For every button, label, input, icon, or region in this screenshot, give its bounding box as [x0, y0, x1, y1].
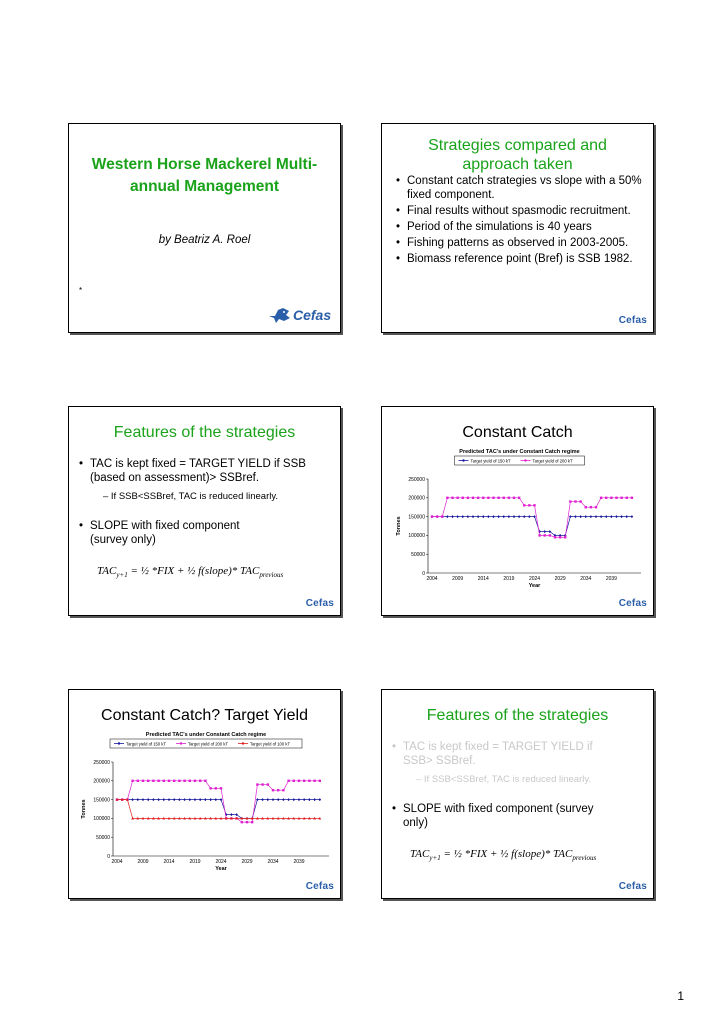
- data-point: [513, 497, 515, 499]
- eq-rhs: = ½ *FIX + ½ f(slope)* TAC: [130, 565, 260, 577]
- data-point: [451, 515, 454, 518]
- data-point: [163, 780, 165, 782]
- cefas-logo: Cefas: [618, 315, 647, 326]
- tac-chart: [77, 728, 335, 878]
- chart-legend: [455, 456, 585, 465]
- data-point: [267, 783, 269, 785]
- chart-title: Predicted TAC's under Constant Catch regime: [459, 449, 580, 455]
- eq-rhs-sub: previous: [259, 571, 284, 580]
- data-point: [482, 497, 484, 499]
- sub-bullet: – If SSB<SSBref, TAC is reduced linearly.: [103, 491, 279, 502]
- legend-label: Target yield of 100 kT: [250, 741, 291, 747]
- data-point: [241, 821, 243, 823]
- data-point: [319, 780, 321, 782]
- slide-3[interactable]: [68, 406, 341, 616]
- data-point: [142, 798, 145, 801]
- data-point: [626, 497, 628, 499]
- data-point: [559, 536, 561, 538]
- bullet-item: • SLOPE with fixed component (survey only): [77, 519, 280, 547]
- data-point: [503, 497, 505, 499]
- data-point: [497, 497, 499, 499]
- data-point: [477, 497, 479, 499]
- legend-marker: [180, 742, 182, 744]
- legend-label: Target yield of 150 kT: [126, 741, 167, 747]
- data-point: [152, 780, 154, 782]
- cefas-logo: Cefas: [618, 881, 647, 892]
- slide-1[interactable]: [68, 123, 341, 333]
- fish-logo-icon: [269, 306, 291, 324]
- slide-5[interactable]: [68, 689, 341, 899]
- data-point: [137, 780, 139, 782]
- y-tick-label: 250000: [93, 759, 110, 766]
- y-tick-label: 50000: [411, 552, 425, 558]
- eq-rhs: = ½ *FIX + ½ f(slope)* TAC: [443, 848, 573, 860]
- y-tick-label: 100000: [93, 816, 110, 823]
- data-point: [194, 798, 197, 801]
- y-tick-label: 250000: [408, 476, 425, 483]
- series-line: [432, 498, 632, 537]
- data-point: [282, 789, 284, 791]
- x-tick-label: 2014: [163, 859, 175, 865]
- x-axis-label: Year: [528, 583, 541, 589]
- data-point: [183, 798, 186, 801]
- slide-6[interactable]: [381, 689, 654, 899]
- data-point: [282, 798, 285, 801]
- data-point: [467, 515, 470, 518]
- legend-marker: [524, 459, 526, 461]
- data-point: [620, 497, 622, 499]
- bullet-item: • Fishing patterns as observed in 2003-2005.: [394, 236, 643, 250]
- bullet-list: [390, 740, 623, 770]
- tac-chart: [392, 445, 647, 595]
- x-tick-label: 2004: [111, 859, 123, 865]
- x-tick-label: 2024: [528, 576, 541, 582]
- data-point: [502, 515, 505, 518]
- legend-label: Target yield of 200 kT: [532, 458, 573, 464]
- eq-lhs-sub: y+1: [429, 854, 441, 863]
- data-point: [178, 780, 180, 782]
- eq-lhs: TAC: [97, 565, 117, 577]
- data-point: [194, 780, 196, 782]
- legend-marker: [462, 459, 464, 461]
- logo-text: Cefas: [293, 307, 332, 323]
- data-point: [528, 515, 531, 518]
- legend-label: Target yield of 150 kT: [470, 458, 511, 464]
- data-point: [319, 798, 322, 801]
- slide-mark: *: [79, 286, 83, 295]
- x-tick-label: 2039: [293, 859, 305, 865]
- data-point: [620, 515, 623, 518]
- x-tick-label: 2039: [605, 576, 617, 582]
- data-point: [308, 798, 311, 801]
- chart-legend: [110, 739, 302, 748]
- cefas-logo: Cefas: [305, 881, 334, 892]
- data-point: [287, 798, 290, 801]
- chart-title: Predicted TAC's under Constant Catch regime: [145, 732, 267, 738]
- data-point: [590, 515, 593, 518]
- data-point: [492, 515, 495, 518]
- legend-label: Target yield of 200 kT: [188, 741, 229, 747]
- data-point: [605, 497, 607, 499]
- data-point: [303, 798, 306, 801]
- data-point: [220, 798, 223, 801]
- x-tick-label: 2009: [452, 576, 464, 582]
- legend-marker: [118, 742, 120, 744]
- data-point: [157, 798, 160, 801]
- data-point: [204, 780, 206, 782]
- data-point: [293, 798, 296, 801]
- data-point: [528, 504, 530, 506]
- y-tick-label: 0: [107, 853, 110, 860]
- data-point: [513, 515, 516, 518]
- data-point: [152, 798, 155, 801]
- x-axis-label: Year: [215, 866, 227, 872]
- data-point: [131, 798, 134, 801]
- data-point: [549, 534, 551, 536]
- eq-rhs-sub: previous: [572, 854, 597, 863]
- data-point: [462, 497, 464, 499]
- data-point: [585, 506, 587, 508]
- slide-title: Features of the strategies: [113, 424, 296, 441]
- data-point: [199, 780, 201, 782]
- data-point: [303, 780, 305, 782]
- data-point: [246, 821, 248, 823]
- data-point: [189, 798, 192, 801]
- data-point: [189, 780, 191, 782]
- y-axis-label: Tonnes: [81, 799, 87, 819]
- eq-lhs-sub: y+1: [116, 571, 128, 580]
- data-point: [209, 798, 212, 801]
- data-point: [137, 798, 140, 801]
- data-point: [472, 497, 474, 499]
- data-point: [441, 515, 443, 517]
- y-tick-label: 200000: [93, 778, 110, 785]
- data-point: [523, 504, 525, 506]
- data-point: [298, 780, 300, 782]
- data-point: [492, 497, 494, 499]
- data-point: [446, 515, 449, 518]
- bullet-list: [390, 802, 603, 832]
- data-point: [456, 497, 458, 499]
- data-point: [131, 780, 133, 782]
- data-point: [431, 515, 433, 517]
- x-tick-label: 2034: [580, 576, 592, 582]
- data-point: [230, 813, 233, 816]
- data-point: [436, 515, 438, 517]
- data-point: [508, 515, 511, 518]
- data-point: [178, 798, 181, 801]
- page-number: 1: [677, 989, 684, 1003]
- equation: [410, 848, 596, 862]
- data-point: [147, 780, 149, 782]
- x-tick-label: 2029: [241, 859, 253, 865]
- y-tick-label: 150000: [93, 797, 110, 804]
- bullet-item: • TAC is kept fixed = TARGET YIELD if SSB (based on assessment)> SSBref.: [77, 457, 328, 485]
- data-point: [451, 497, 453, 499]
- data-point: [456, 515, 459, 518]
- x-tick-label: 2024: [215, 859, 227, 865]
- bullet-list: [77, 519, 280, 549]
- legend-marker: [242, 742, 244, 744]
- slide-title: Features of the strategies: [426, 707, 609, 724]
- data-point: [261, 798, 264, 801]
- y-tick-label: 200000: [408, 495, 425, 502]
- data-point: [487, 497, 489, 499]
- data-point: [313, 798, 316, 801]
- data-point: [446, 497, 448, 499]
- data-point: [173, 780, 175, 782]
- bullet-item: • Biomass reference point (Bref) is SSB 1982.: [394, 252, 643, 266]
- data-point: [497, 515, 500, 518]
- bullet-list: [77, 457, 328, 487]
- slide-title: Western Horse Mackerel Multi-annual Management: [91, 156, 318, 195]
- data-point: [147, 798, 150, 801]
- data-point: [554, 536, 556, 538]
- data-point: [277, 789, 279, 791]
- data-point: [625, 515, 628, 518]
- data-point: [256, 798, 259, 801]
- sub-bullet: – If SSB<SSBref, TAC is reduced linearly.: [416, 774, 592, 785]
- data-point: [308, 780, 310, 782]
- data-point: [209, 787, 211, 789]
- cefas-logo: [269, 306, 331, 324]
- data-point: [472, 515, 475, 518]
- data-point: [215, 798, 218, 801]
- data-point: [584, 515, 587, 518]
- data-point: [508, 497, 510, 499]
- data-point: [204, 798, 207, 801]
- data-point: [313, 780, 315, 782]
- data-point: [199, 798, 202, 801]
- data-point: [518, 497, 520, 499]
- y-tick-label: 0: [422, 570, 425, 577]
- series-line: [117, 800, 320, 819]
- data-point: [157, 780, 159, 782]
- cefas-logo: Cefas: [305, 598, 334, 609]
- data-point: [569, 515, 572, 518]
- slide-title: Strategies compared and approach taken: [428, 137, 607, 173]
- y-tick-label: 50000: [96, 835, 110, 841]
- slide-title: Constant Catch? Target Yield: [101, 707, 308, 724]
- x-tick-label: 2004: [426, 576, 438, 582]
- data-point: [523, 515, 526, 518]
- data-point: [590, 506, 592, 508]
- x-tick-label: 2019: [189, 859, 201, 865]
- data-point: [600, 497, 602, 499]
- data-point: [605, 515, 608, 518]
- series-line: [117, 800, 320, 819]
- eq-lhs: TAC: [410, 848, 430, 860]
- data-point: [477, 515, 480, 518]
- equation: [97, 565, 283, 579]
- data-point: [595, 506, 597, 508]
- data-point: [173, 798, 176, 801]
- data-point: [168, 798, 171, 801]
- x-tick-label: 2029: [554, 576, 566, 582]
- x-tick-label: 2034: [267, 859, 279, 865]
- data-point: [267, 798, 270, 801]
- data-point: [272, 789, 274, 791]
- data-point: [533, 504, 535, 506]
- series-line: [117, 781, 320, 822]
- data-point: [287, 780, 289, 782]
- data-point: [631, 515, 634, 518]
- data-point: [533, 515, 536, 518]
- series-line: [432, 517, 632, 536]
- data-point: [215, 787, 217, 789]
- data-point: [538, 534, 540, 536]
- data-point: [610, 515, 613, 518]
- bullet-item: • Final results without spasmodic recruitment.: [394, 204, 643, 218]
- data-point: [461, 515, 464, 518]
- data-point: [298, 798, 301, 801]
- data-point: [183, 780, 185, 782]
- data-point: [544, 534, 546, 536]
- data-point: [615, 515, 618, 518]
- x-tick-label: 2009: [137, 859, 149, 865]
- slide-author: by Beatriz A. Roel: [158, 234, 251, 246]
- slide-4[interactable]: [381, 406, 654, 616]
- data-point: [467, 497, 469, 499]
- data-point: [579, 515, 582, 518]
- data-point: [277, 798, 280, 801]
- data-point: [220, 787, 222, 789]
- slide-2[interactable]: [381, 123, 654, 333]
- x-tick-label: 2019: [503, 576, 515, 582]
- data-point: [251, 821, 253, 823]
- data-point: [272, 798, 275, 801]
- data-point: [518, 515, 521, 518]
- bullet-item: • TAC is kept fixed = TARGET YIELD if SSB> SSBref.: [390, 740, 623, 768]
- data-point: [168, 780, 170, 782]
- data-point: [564, 536, 566, 538]
- data-point: [142, 780, 144, 782]
- bullet-item: • Period of the simulations is 40 years: [394, 220, 643, 234]
- data-point: [574, 500, 576, 502]
- slide-title: Constant Catch: [462, 424, 573, 441]
- x-tick-label: 2014: [477, 576, 489, 582]
- data-point: [579, 500, 581, 502]
- data-point: [482, 515, 485, 518]
- y-tick-label: 100000: [408, 533, 425, 540]
- data-point: [256, 783, 258, 785]
- bullet-item: • SLOPE with fixed component (survey only): [390, 802, 603, 830]
- bullet-list: [394, 174, 643, 268]
- y-axis-label: Tonnes: [396, 516, 402, 536]
- data-point: [595, 515, 598, 518]
- data-point: [574, 515, 577, 518]
- cefas-logo: Cefas: [618, 598, 647, 609]
- data-point: [261, 783, 263, 785]
- y-tick-label: 150000: [408, 514, 425, 521]
- data-point: [487, 515, 490, 518]
- data-point: [293, 780, 295, 782]
- data-point: [569, 500, 571, 502]
- data-point: [615, 497, 617, 499]
- data-point: [163, 798, 166, 801]
- data-point: [631, 497, 633, 499]
- data-point: [600, 515, 603, 518]
- data-point: [610, 497, 612, 499]
- bullet-item: • Constant catch strategies vs slope with a 50% fixed component.: [394, 174, 643, 202]
- data-point: [543, 530, 546, 533]
